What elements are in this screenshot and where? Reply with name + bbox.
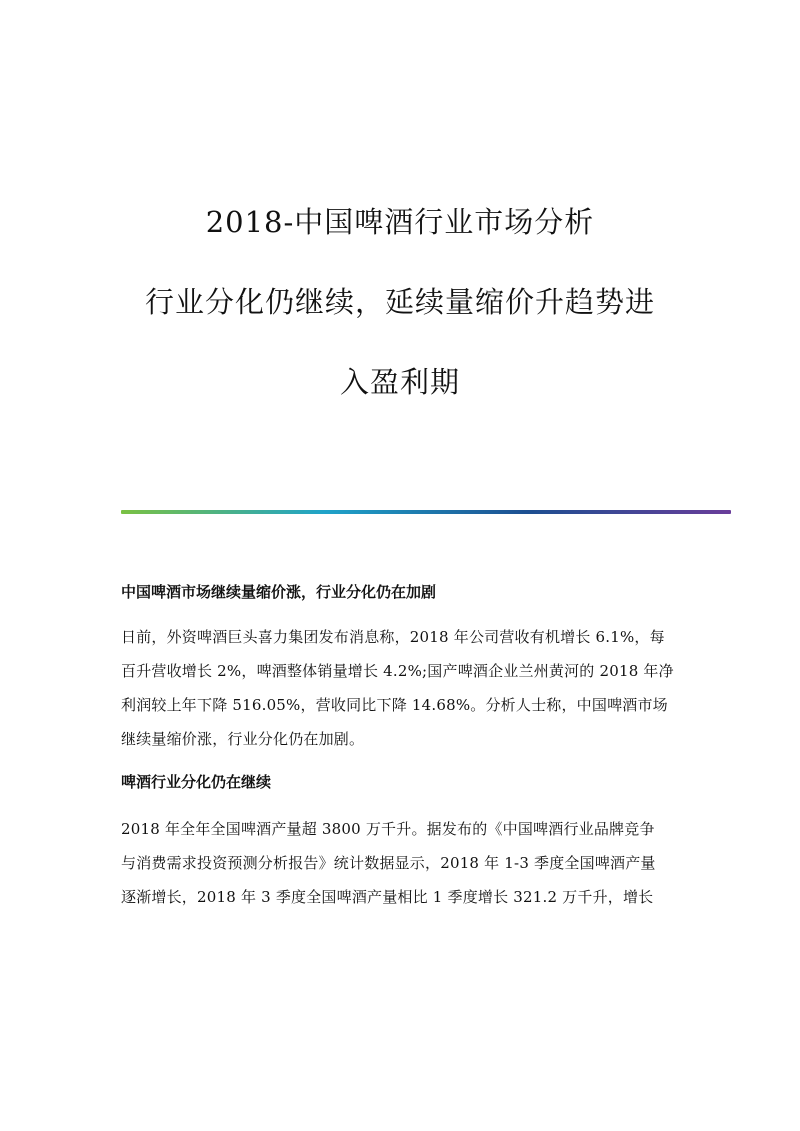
paragraph-line: 与消费需求投资预测分析报告》统计数据显示，2018 年 1-3 季度全国啤酒产量 [121,854,656,872]
title-line-3: 入盈利期 [339,365,460,399]
paragraph-line: 利润较上年下降 516.05%，营收同比下降 14.68%。分析人士称，中国啤酒市场 [121,696,668,714]
paragraph-line: 2018 年全年全国啤酒产量超 3800 万千升。据发布的《中国啤酒行业品牌竞争 [121,820,655,838]
paragraph-line: 继续量缩价涨，行业分化仍在加剧。 [121,730,365,748]
document-title [60,182,740,422]
section-paragraph-1 [121,620,721,756]
title-line-1: 2018-中国啤酒行业市场分析 [205,205,595,239]
paragraph-line: 逐渐增长，2018 年 3 季度全国啤酒产量相比 1 季度增长 321.2 万千升，增长 [121,888,654,906]
document-body [121,578,721,914]
title-line-2: 行业分化仍继续，延续量缩价升趋势进 [144,285,655,319]
paragraph-line: 百升营收增长 2%，啤酒整体销量增长 4.2%;国产啤酒企业兰州黄河的 2018 年净 [121,662,674,680]
section-heading-2: 啤酒行业分化仍在继续 [121,773,272,791]
gradient-divider [121,510,731,514]
paragraph-line: 日前，外资啤酒巨头喜力集团发布消息称，2018 年公司营收有机增长 6.1%，每 [121,628,665,646]
section-paragraph-2 [121,812,721,914]
section-heading-1: 中国啤酒市场继续量缩价涨，行业分化仍在加剧 [121,583,437,601]
